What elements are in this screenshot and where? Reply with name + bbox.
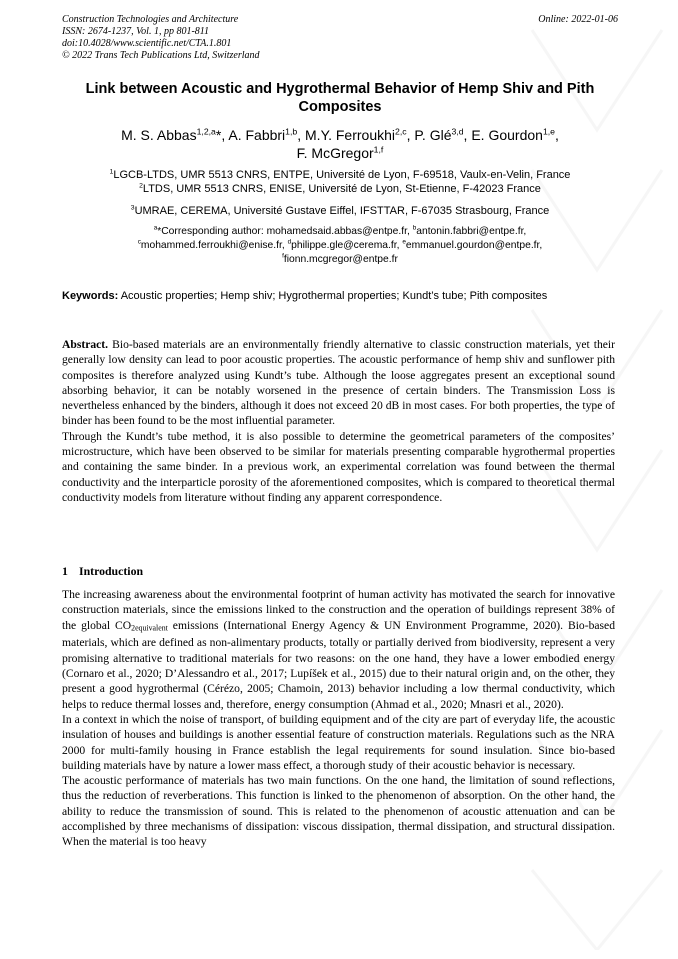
abstract-label: Abstract. xyxy=(62,338,109,351)
author-name: P. Glé xyxy=(414,127,452,143)
author-name: F. McGregor xyxy=(296,145,374,161)
corresponding-author-email: *Corresponding author: mohamedsaid.abbas@entpe.fr, xyxy=(157,226,413,237)
email-marker: f xyxy=(282,252,284,260)
introduction-body xyxy=(62,587,615,850)
section-heading xyxy=(62,564,143,579)
keywords-block xyxy=(62,289,615,303)
author-separator: , xyxy=(463,127,472,143)
author-affiliation-marker: 3,d xyxy=(451,126,464,137)
author-affiliation-marker: 1,e xyxy=(542,126,555,137)
email-marker: c xyxy=(137,238,141,246)
author-email: emmanuel.gourdon@entpe.fr, xyxy=(405,240,543,251)
author-separator: , xyxy=(406,127,415,143)
issn-line: ISSN: 2674-1237, Vol. 1, pp 801-811 xyxy=(62,26,210,37)
author-separator: *, xyxy=(215,127,229,143)
journal-header xyxy=(62,14,618,62)
corresponding-author-block xyxy=(62,225,618,267)
paper-title: Link between Acoustic and Hygrothermal Behavior of Hemp Shiv and Pith Composites xyxy=(85,81,595,115)
journal-name: Construction Technologies and Architecture xyxy=(62,14,239,25)
author-list xyxy=(62,126,618,162)
co2-subscript: 2equivalent xyxy=(131,623,168,633)
author-name: M. S. Abbas xyxy=(121,127,197,143)
abstract-paragraph xyxy=(62,337,615,429)
affiliation-text: LGCB-LTDS, UMR 5513 CNRS, ENTPE, Université de Lyon, F-69518, Vaulx-en-Velin, France xyxy=(113,169,571,181)
email-marker: a xyxy=(153,224,158,232)
author-separator: , xyxy=(297,127,306,143)
abstract-text: Bio-based materials are an environmentally friendly alternative to classic construction materials, yet their generally low density can lead to poor acoustic properties. The acoustic performance of hemp shiv and sunflower pith composites is therefore analyzed using Kundt’s tube. Although the loose aggregates present an exceptional sound absorbing behavior, it can be notably worsened in the presence of certain binders. The Transmission Loss is nevertheless enhanced by the binders, although it does not exceed 20 dB in most cases. For both properties, the type of binder has been found to be the most influential parameter. xyxy=(62,338,615,428)
copyright-line: © 2022 Trans Tech Publications Ltd, Switzerland xyxy=(62,50,260,61)
author-email: antonin.fabbri@entpe.fr, xyxy=(416,226,527,237)
author-name: E. Gourdon xyxy=(471,127,543,143)
affiliation-text: UMRAE, CEREMA, Université Gustave Eiffel, IFSTTAR, F-67035 Strasbourg, France xyxy=(134,205,550,217)
email-marker: e xyxy=(402,238,406,246)
author-email: fionn.mcgregor@entpe.fr xyxy=(283,254,398,265)
keywords-text: Acoustic properties; Hemp shiv; Hygrothermal properties; Kundt’s tube; Pith composites xyxy=(120,290,548,302)
doi-line: doi:10.4028/www.scientific.net/CTA.1.801 xyxy=(62,38,232,49)
abstract-block xyxy=(62,337,615,505)
body-paragraph: The acoustic performance of materials has two main functions. On the one hand, the limitation of sound reflections, thus the reduction of reverberations. This function is linked to the phenomenon of absorption. On the other hand, the ability to reduce the transmission of sound. This is related to the phenomenon of acoustic attenuation and can be accomplished by three mechanisms of dissipation: viscous dissipation, thermal dissipation, and structural dissipation. When the material is too heavy xyxy=(62,774,615,849)
author-email: philippe.gle@cerema.fr, xyxy=(291,240,403,251)
body-paragraph: In a context in which the noise of transport, of building equipment and of the city are part of everyday life, the acoustic insulation of houses and buildings is another essential feature of construction materials. Regulations such as the NRA 2000 for multi-family housing in France establish the legal requirements for sound insulation. Since bio-based building materials have by nature a lower mass effect, a thorough study of their acoustic behavior is necessary. xyxy=(62,712,615,772)
body-text: The increasing awareness about the environmental footprint of human activity has motivated the search for innovative construction materials, since the emissions linked to the construction and the operation of buildings represent 38% of the global CO xyxy=(62,588,615,632)
affiliation-number: 1 xyxy=(109,168,114,176)
section-title: Introduction xyxy=(79,564,144,578)
affiliation-number: 3 xyxy=(130,204,135,212)
keywords-label: Keywords: xyxy=(62,290,119,302)
author-name: M.Y. Ferroukhi xyxy=(305,127,396,143)
email-marker: b xyxy=(412,224,417,232)
affiliation-line xyxy=(62,182,618,196)
affiliation-block xyxy=(62,168,618,196)
author-name: A. Fabbri xyxy=(228,127,286,143)
author-separator: , xyxy=(555,127,559,143)
author-affiliation-marker: 1,f xyxy=(373,144,384,155)
affiliation-text: LTDS, UMR 5513 CNRS, ENISE, Université de Lyon, St-Etienne, F-42023 France xyxy=(142,183,541,195)
author-affiliation-marker: 2,c xyxy=(395,126,407,137)
body-text: emissions (International Energy Agency & UN Environment Programme, 2020). Bio-based materials, which are defined as non-alimentary products, totally or partially derived from biodiversity, represent a very promising alternative to traditional materials for two reasons: on the one hand, they have a lower embodied energy (Cornaro et al., 2020; D’Alessandro et al., 2017; Lupíšek et al., 2015) due to their natural origin and, on the other, they present a good hygrothermal (Cérézo, 2005; Chamoin, 2013) behavior including a low thermal conductivity, which helps to reduce thermal losses and, therefore, energy consumption (Ahmad et al., 2020; Mnasri et al., 2020). xyxy=(62,618,615,711)
affiliation-line xyxy=(62,168,618,182)
section-number: 1 xyxy=(62,564,68,578)
author-affiliation-marker: 1,2,a xyxy=(196,126,216,137)
email-marker: d xyxy=(287,238,292,246)
body-paragraph xyxy=(62,587,615,712)
author-email: mohammed.ferroukhi@enise.fr, xyxy=(140,240,288,251)
online-date: Online: 2022-01-06 xyxy=(538,14,618,25)
author-affiliation-marker: 1,b xyxy=(285,126,298,137)
affiliation-line xyxy=(62,204,618,218)
affiliation-number: 2 xyxy=(139,182,143,190)
abstract-paragraph: Through the Kundt’s tube method, it is also possible to determine the geometrical parameters of the composites’ microstructure, which have been observed to be similar for materials presenting comparable hygrothermal properties and containing the same binder. In a previous work, an experimental correlation was found between the thermal conductivity and the interparticle porosity of the aforementioned composites, which is compared to theoretical thermal conductivity models from literature without finding any apparent correspondence. xyxy=(62,429,615,504)
